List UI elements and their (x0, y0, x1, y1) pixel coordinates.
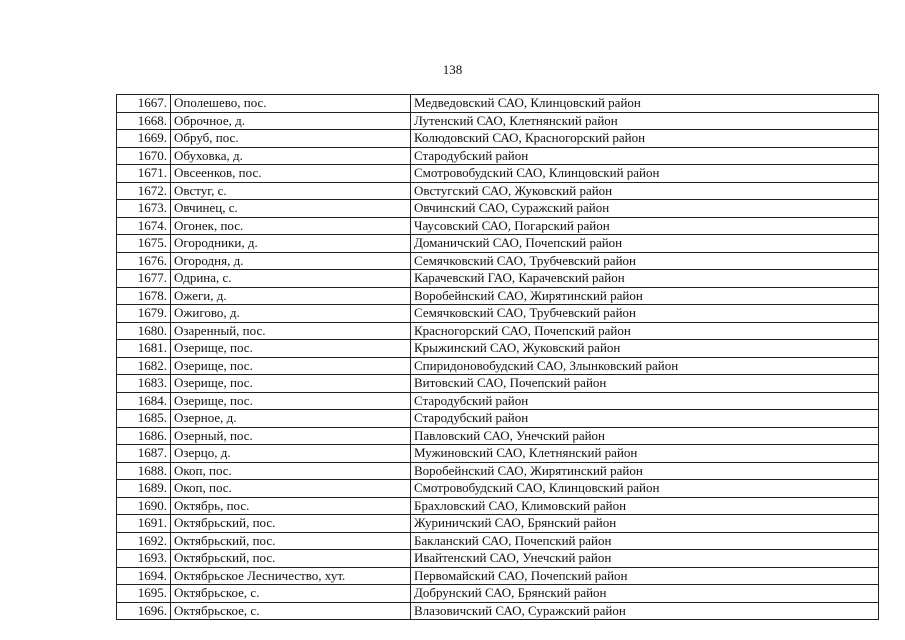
administrative-area: Смотровобудский САО, Клинцовский район (411, 165, 879, 183)
row-number: 1670. (117, 147, 171, 165)
settlement-name: Одрина, с. (171, 270, 411, 288)
table-row (117, 357, 879, 375)
settlement-name: Октябрь, пос. (171, 497, 411, 515)
row-number: 1691. (117, 515, 171, 533)
settlement-name: Озерное, д. (171, 410, 411, 428)
administrative-area: Колюдовский САО, Красногорский район (411, 130, 879, 148)
table-row (117, 252, 879, 270)
table-row (117, 287, 879, 305)
table-row (117, 532, 879, 550)
row-number: 1689. (117, 480, 171, 498)
table-row (117, 340, 879, 358)
administrative-area: Первомайский САО, Почепский район (411, 567, 879, 585)
table-row (117, 270, 879, 288)
table-row (117, 445, 879, 463)
administrative-area: Карачевский ГАО, Карачевский район (411, 270, 879, 288)
administrative-area: Ивайтенский САО, Унечский район (411, 550, 879, 568)
administrative-area: Доманичский САО, Почепский район (411, 235, 879, 253)
table-row (117, 585, 879, 603)
table-row (117, 410, 879, 428)
settlement-name: Овстуг, с. (171, 182, 411, 200)
table-row (117, 165, 879, 183)
row-number: 1694. (117, 567, 171, 585)
row-number: 1686. (117, 427, 171, 445)
administrative-area: Воробейнский САО, Жирятинский район (411, 287, 879, 305)
settlement-name: Октябрьское Лесничество, хут. (171, 567, 411, 585)
table-row (117, 112, 879, 130)
settlement-name: Октябрьский, пос. (171, 550, 411, 568)
settlement-name: Октябрьский, пос. (171, 515, 411, 533)
table-row (117, 130, 879, 148)
administrative-area: Павловский САО, Унечский район (411, 427, 879, 445)
table-row (117, 235, 879, 253)
table-row (117, 305, 879, 323)
administrative-area: Стародубский район (411, 410, 879, 428)
settlement-name: Ожигово, д. (171, 305, 411, 323)
page-number: 138 (442, 62, 463, 77)
row-number: 1695. (117, 585, 171, 603)
row-number: 1693. (117, 550, 171, 568)
row-number: 1667. (117, 95, 171, 113)
row-number: 1674. (117, 217, 171, 235)
administrative-area: Чаусовский САО, Погарский район (411, 217, 879, 235)
administrative-area: Витовский САО, Почепский район (411, 375, 879, 393)
settlement-name: Октябрьский, пос. (171, 532, 411, 550)
settlement-name: Ожеги, д. (171, 287, 411, 305)
row-number: 1685. (117, 410, 171, 428)
row-number: 1687. (117, 445, 171, 463)
table-row (117, 322, 879, 340)
settlement-name: Озерище, пос. (171, 392, 411, 410)
settlement-name: Овсеенков, пос. (171, 165, 411, 183)
settlement-name: Огородня, д. (171, 252, 411, 270)
administrative-area: Мужиновский САО, Клетнянский район (411, 445, 879, 463)
administrative-area: Стародубский район (411, 392, 879, 410)
settlement-name: Обуховка, д. (171, 147, 411, 165)
settlement-name: Оброчное, д. (171, 112, 411, 130)
settlement-name: Октябрьское, с. (171, 585, 411, 603)
table-row (117, 200, 879, 218)
row-number: 1680. (117, 322, 171, 340)
settlement-name: Овчинец, с. (171, 200, 411, 218)
administrative-area: Семячковский САО, Трубчевский район (411, 305, 879, 323)
settlement-name: Озерище, пос. (171, 357, 411, 375)
row-number: 1696. (117, 602, 171, 620)
table-row (117, 217, 879, 235)
table-row (117, 480, 879, 498)
table-row (117, 602, 879, 620)
row-number: 1668. (117, 112, 171, 130)
settlement-name: Озерище, пос. (171, 375, 411, 393)
settlement-name: Озерный, пос. (171, 427, 411, 445)
table-row (117, 147, 879, 165)
administrative-area: Крыжинский САО, Жуковский район (411, 340, 879, 358)
row-number: 1678. (117, 287, 171, 305)
administrative-area: Добрунский САО, Брянский район (411, 585, 879, 603)
table-row (117, 497, 879, 515)
administrative-area: Овчинский САО, Суражский район (411, 200, 879, 218)
administrative-area: Лутенский САО, Клетнянский район (411, 112, 879, 130)
settlement-name: Ополешево, пос. (171, 95, 411, 113)
settlement-name: Озаренный, пос. (171, 322, 411, 340)
row-number: 1692. (117, 532, 171, 550)
row-number: 1690. (117, 497, 171, 515)
settlement-table (116, 94, 879, 620)
row-number: 1672. (117, 182, 171, 200)
administrative-area: Стародубский район (411, 147, 879, 165)
table-row (117, 182, 879, 200)
row-number: 1677. (117, 270, 171, 288)
row-number: 1679. (117, 305, 171, 323)
settlement-name: Озерцо, д. (171, 445, 411, 463)
table-row (117, 462, 879, 480)
administrative-area: Овстугский САО, Жуковский район (411, 182, 879, 200)
settlement-name: Обруб, пос. (171, 130, 411, 148)
settlement-name: Октябрьское, с. (171, 602, 411, 620)
settlement-name: Огородники, д. (171, 235, 411, 253)
settlement-name: Огонек, пос. (171, 217, 411, 235)
table-row (117, 95, 879, 113)
row-number: 1671. (117, 165, 171, 183)
administrative-area: Семячковский САО, Трубчевский район (411, 252, 879, 270)
administrative-area: Журиничский САО, Брянский район (411, 515, 879, 533)
table-row (117, 427, 879, 445)
settlement-name: Окоп, пос. (171, 480, 411, 498)
administrative-area: Бакланский САО, Почепский район (411, 532, 879, 550)
table-row (117, 515, 879, 533)
row-number: 1684. (117, 392, 171, 410)
settlement-name: Озерище, пос. (171, 340, 411, 358)
row-number: 1675. (117, 235, 171, 253)
administrative-area: Спиридоновобудский САО, Злынковский район (411, 357, 879, 375)
row-number: 1688. (117, 462, 171, 480)
row-number: 1682. (117, 357, 171, 375)
administrative-area: Брахловский САО, Климовский район (411, 497, 879, 515)
administrative-area: Смотровобудский САО, Клинцовский район (411, 480, 879, 498)
settlement-name: Окоп, пос. (171, 462, 411, 480)
table-row (117, 392, 879, 410)
administrative-area: Воробейнский САО, Жирятинский район (411, 462, 879, 480)
row-number: 1683. (117, 375, 171, 393)
administrative-area: Красногорский САО, Почепский район (411, 322, 879, 340)
administrative-area: Медведовский САО, Клинцовский район (411, 95, 879, 113)
row-number: 1673. (117, 200, 171, 218)
table-row (117, 567, 879, 585)
row-number: 1676. (117, 252, 171, 270)
administrative-area: Влазовичский САО, Суражский район (411, 602, 879, 620)
table-row (117, 550, 879, 568)
row-number: 1681. (117, 340, 171, 358)
row-number: 1669. (117, 130, 171, 148)
table-row (117, 375, 879, 393)
settlement-table-body (117, 95, 879, 620)
